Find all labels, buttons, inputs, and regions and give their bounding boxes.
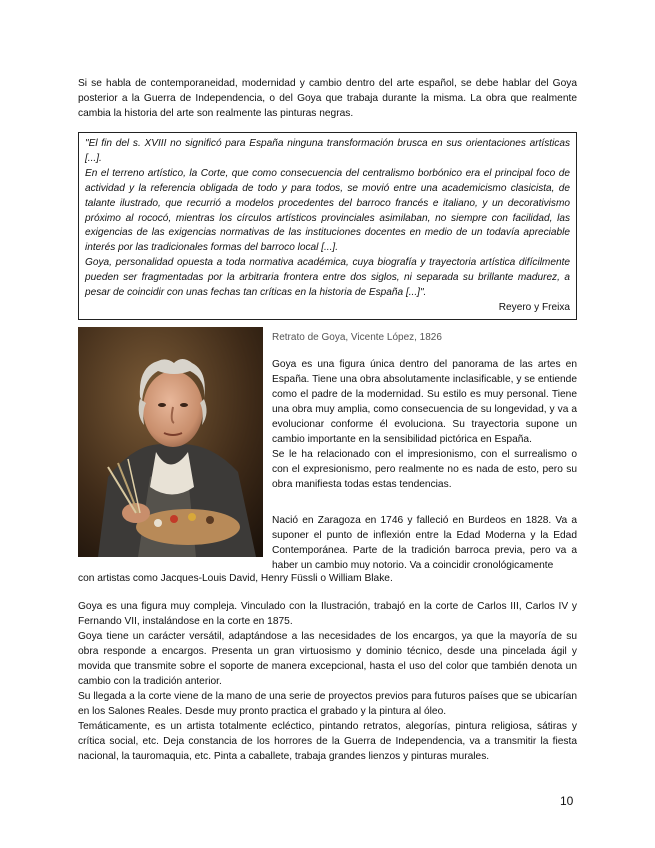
body-paragraph: Goya es una figura muy compleja. Vinculado con la Ilustración, trabajó en la corte de Carlos III, Carlos IV y Fernando VII, instalándose en la corte en 1875. xyxy=(78,601,577,627)
bottom-text-block xyxy=(78,599,577,764)
intro-paragraph: Si se habla de contemporaneidad, modernidad y cambio dentro del arte español, se debe hablar del Goya posterior a la Guerra de Independencia, o del Goya que trabaja durante la misma. La obra que realmente cambia la historia del arte son realmente las pinturas negras. xyxy=(78,78,577,119)
side-paragraph: Se le ha relacionado con el impresionismo, con el surrealismo o con el expresionismo, pero realmente no es nada de esto, pero su obra manifiesta todas estas tendencias. xyxy=(272,449,577,490)
body-paragraph: Goya tiene un carácter versátil, adaptándose a las necesidades de los encargos, ya que la mayoría de su obra responde a encargos. Presenta un gran virtuosismo y dominio técnico, desde una pincelada ágil y movida que transmite sobre el soporte de manera excepcional, hasta el uso del color que también denota un cambio con la tradición anterior. xyxy=(78,631,577,687)
quote-paragraph: "El fin del s. XVIII no significó para España ninguna transformación brusca en sus orientaciones artísticas [...]. xyxy=(85,138,570,164)
portrait-illustration xyxy=(78,327,263,557)
image-caption: Retrato de Goya, Vicente López, 1826 xyxy=(272,332,442,343)
body-paragraph: Temáticamente, es un artista totalmente ecléctico, pintando retratos, alegorías, pintura religiosa, sátiras y crítica social, etc. Deja constancia de los horrores de la Guerra de Independencia, va a transmitir la fiesta nacional, la tauromaquia, etc. Pinta a caballete, trabaja grandes lienzos y pinturas murales. xyxy=(78,721,577,762)
side-paragraph: Nació en Zaragoza en 1746 y falleció en Burdeos en 1828. Va a suponer el punto de inflexión entre la Edad Moderna y la Edad Contemporánea. Parte de la tradición barroca previa, pero va a haber un cambio muy notorio. Va a coincidir cronológicamente xyxy=(272,515,577,571)
quote-paragraph: Goya, personalidad opuesta a toda normativa académica, cuya biografía y trayectoria artística difícilmente pueden ser fragmentadas por la arbitraria frontera entre dos siglos, ni separada su brillante madurez, a pesar de coincidir con unas fechas tan críticas en la historia de España [...]". xyxy=(85,257,570,299)
goya-portrait-image xyxy=(78,327,263,557)
quote-box xyxy=(78,132,577,320)
side-paragraph-continuation: con artistas como Jacques-Louis David, Henry Füssli o William Blake. xyxy=(78,573,393,584)
body-paragraph: Su llegada a la corte viene de la mano de una serie de proyectos previos para futuros países que se ubicarían en los Salones Reales. Desde muy pronto practica el grabado y la pintura al óleo. xyxy=(78,691,577,717)
quote-paragraph: En el terreno artístico, la Corte, que como consecuencia del centralismo borbónico era el principal foco de actividad y la referencia obligada de todo y para todos, se movió entre una academicismo clasicista, de talante ilustrado, que recurrió a modelos procedentes del barroco francés e italiano, y un decorativismo próximo al rococó, mientras los círculos artísticos provinciales asimilaban, no siempre con facilidad, las exigencias de las exigencias normativas de las instituciones docentes en medio de un todavía apreciable interés por las tradicionales formas del barroco local [...]. xyxy=(85,167,570,254)
quote-author: Reyero y Freixa xyxy=(498,301,570,313)
page-number: 10 xyxy=(560,794,574,808)
side-paragraph: Goya es una figura única dentro del panorama de las artes en España. Tiene una obra absolutamente inclasificable, y se entiende como el padre de la modernidad. Su estilo es muy personal. Tiene una obra muy amplia, como consecuencia de su longevidad, y va a evolucionar conforme él evoluciona. Su trayectoria supone un cambio importante en la sensibilidad pictórica en España. xyxy=(272,359,577,445)
side-text-block xyxy=(272,357,577,492)
